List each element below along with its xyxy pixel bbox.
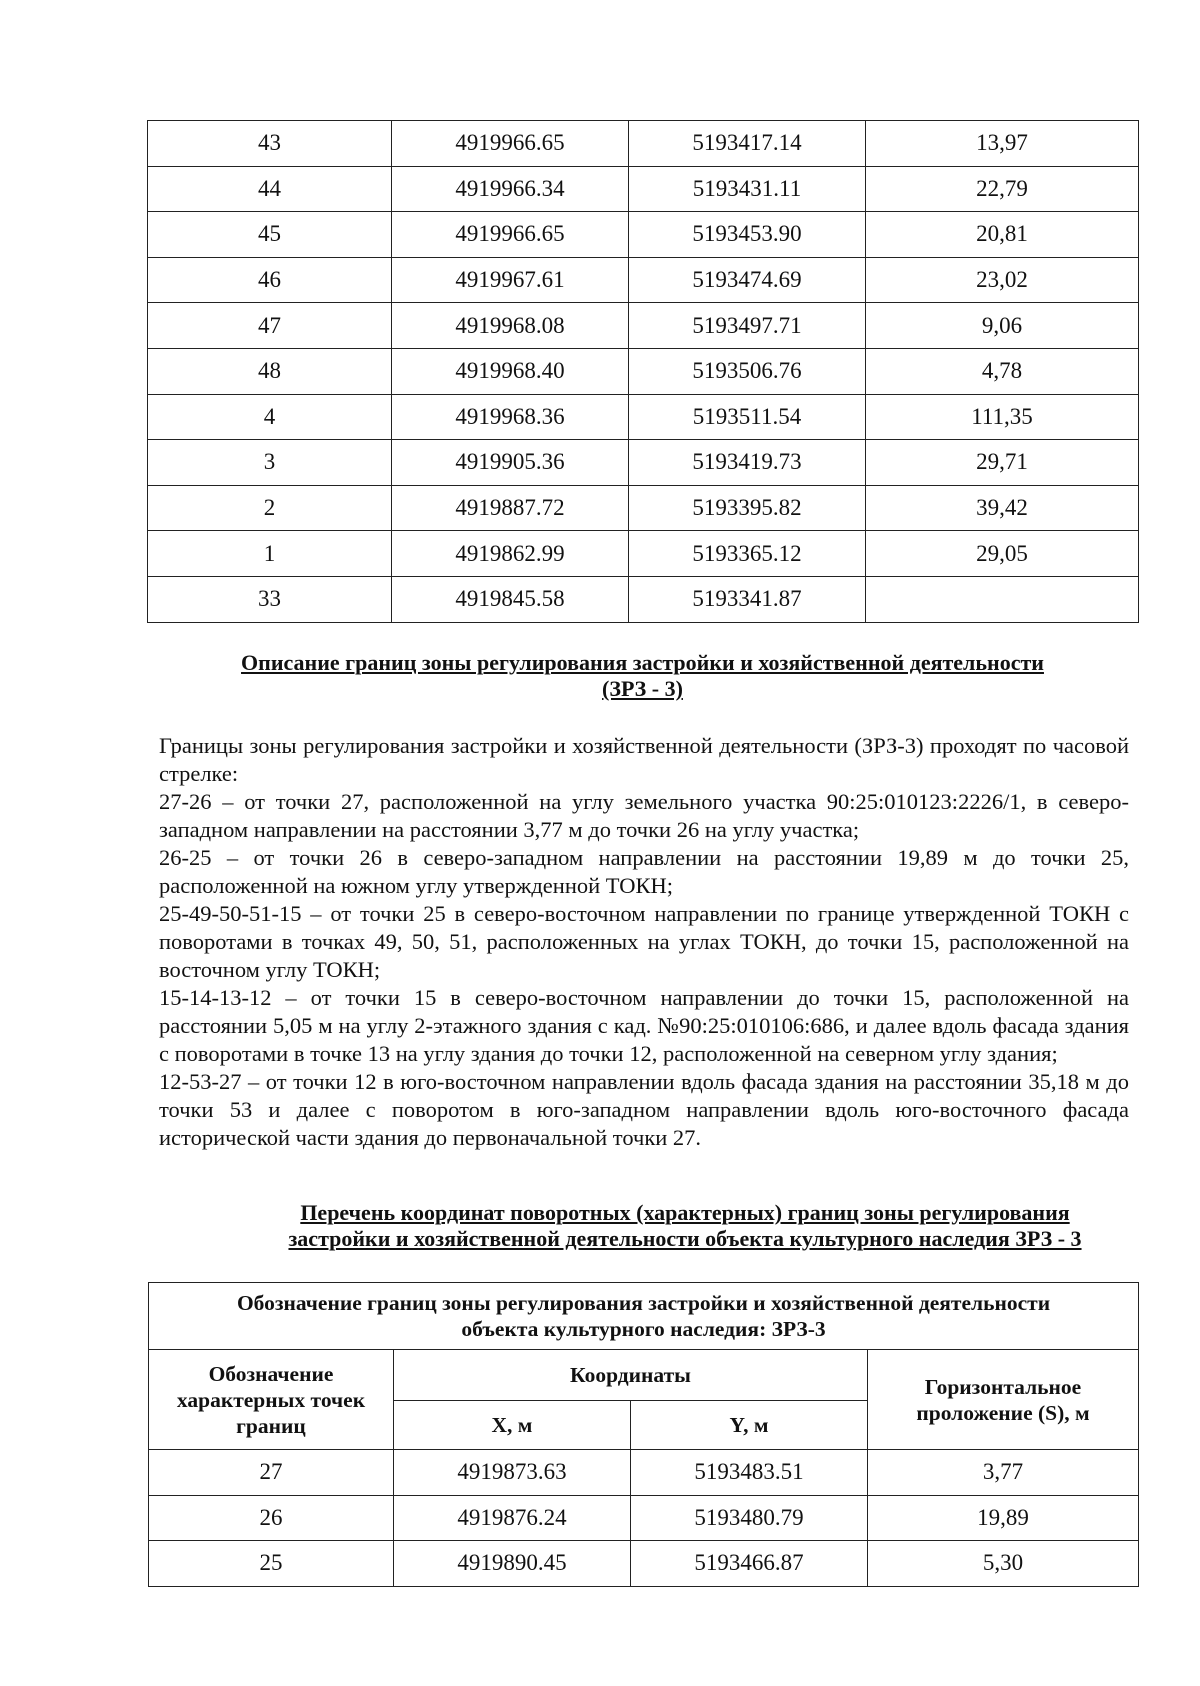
cell-distance: 111,35	[866, 394, 1139, 440]
cell-y: 5193506.76	[629, 348, 866, 394]
cell-point: 1	[148, 531, 392, 577]
heading-line: Описание границ зоны регулирования застройки и хозяйственной деятельности	[241, 650, 1044, 675]
cell-point: 3	[148, 440, 392, 486]
cell-y: 5193395.82	[629, 485, 866, 531]
cell-point: 4	[148, 394, 392, 440]
cell-x: 4919905.36	[392, 440, 629, 486]
cell-point: 26	[149, 1495, 394, 1541]
cell-distance: 22,79	[866, 166, 1139, 212]
cell-point: 47	[148, 303, 392, 349]
cell-x: 4919968.08	[392, 303, 629, 349]
cell-distance: 9,06	[866, 303, 1139, 349]
description-paragraph: 25-49-50-51-15 – от точки 25 в северо-восточном направлении по границе утвержденной ТОКН с поворотами в точках 49, 50, 51, расположенных на углах ТОКН, до точки 15, расположенной на восточном углу ТОКН;	[159, 901, 1129, 982]
cell-y: 5193453.90	[629, 212, 866, 258]
cell-distance: 5,30	[868, 1541, 1139, 1587]
cell-y: 5193466.87	[631, 1541, 868, 1587]
table-row	[149, 1495, 1139, 1541]
cell-distance	[866, 576, 1139, 622]
cell-y: 5193417.14	[629, 121, 866, 167]
table-row	[148, 440, 1139, 486]
cell-x: 4919968.40	[392, 348, 629, 394]
cell-point: 46	[148, 257, 392, 303]
cell-y: 5193419.73	[629, 440, 866, 486]
table-row	[148, 166, 1139, 212]
cell-x: 4919966.65	[392, 121, 629, 167]
cell-distance: 29,71	[866, 440, 1139, 486]
boundary-description	[159, 732, 1129, 1152]
cell-point: 27	[149, 1450, 394, 1496]
description-paragraph: 15-14-13-12 – от точки 15 в северо-восточном направлении до точки 15, расположенной на расстоянии 5,05 м на углу 2-этажного здания с кад. №90:25:010106:686, и далее вдоль фасада здания с поворотами в точке 13 на углу здания до точки 12, расположенной на северном углу здания;	[159, 985, 1129, 1066]
cell-point: 25	[149, 1541, 394, 1587]
description-paragraph: 12-53-27 – от точки 12 в юго-восточном направлении вдоль фасада здания на расстоянии 35,18 м до точки 53 и далее с поворотом в юго-западном направлении вдоль юго-восточного фасада исторической части здания до первоначальной точки 27.	[159, 1069, 1129, 1150]
cell-x: 4919873.63	[394, 1450, 631, 1496]
table-row	[148, 348, 1139, 394]
section-heading-description	[150, 650, 1135, 702]
description-paragraph: 27-26 – от точки 27, расположенной на углу земельного участка 90:25:010123:2226/1, в северо-западном направлении на расстоянии 3,77 м до точки 26 на углу участка;	[159, 789, 1129, 842]
cell-y: 5193483.51	[631, 1450, 868, 1496]
cell-x: 4919845.58	[392, 576, 629, 622]
cell-y: 5193497.71	[629, 303, 866, 349]
cell-y: 5193480.79	[631, 1495, 868, 1541]
description-paragraph: 26-25 – от точки 26 в северо-западном направлении на расстоянии 19,89 м до точки 25, расположенной на южном углу утвержденной ТОКН;	[159, 845, 1129, 898]
table-row	[149, 1541, 1139, 1587]
caption-line: объекта культурного наследия: ЗРЗ-3	[461, 1317, 826, 1341]
cell-x: 4919966.34	[392, 166, 629, 212]
table-row	[149, 1450, 1139, 1496]
cell-x: 4919966.65	[392, 212, 629, 258]
cell-point: 33	[148, 576, 392, 622]
cell-x: 4919968.36	[392, 394, 629, 440]
header-coordinates: Координаты	[394, 1350, 868, 1401]
cell-x: 4919967.61	[392, 257, 629, 303]
cell-y: 5193474.69	[629, 257, 866, 303]
cell-distance: 29,05	[866, 531, 1139, 577]
table-row	[148, 485, 1139, 531]
table-row	[148, 212, 1139, 258]
cell-point: 2	[148, 485, 392, 531]
heading-line: застройки и хозяйственной деятельности объекта культурного наследия ЗРЗ - 3	[288, 1226, 1082, 1251]
cell-distance: 19,89	[868, 1495, 1139, 1541]
cell-point: 43	[148, 121, 392, 167]
cell-y: 5193511.54	[629, 394, 866, 440]
cell-distance: 3,77	[868, 1450, 1139, 1496]
cell-x: 4919890.45	[394, 1541, 631, 1587]
table-row	[148, 531, 1139, 577]
table-row	[148, 576, 1139, 622]
table-row	[148, 394, 1139, 440]
cell-x: 4919876.24	[394, 1495, 631, 1541]
table-caption	[149, 1283, 1139, 1350]
header-horizontal-distance: Горизонтальное проложение (S), м	[868, 1350, 1139, 1450]
cell-point: 44	[148, 166, 392, 212]
cell-y: 5193341.87	[629, 576, 866, 622]
cell-distance: 20,81	[866, 212, 1139, 258]
cell-y: 5193431.11	[629, 166, 866, 212]
cell-distance: 4,78	[866, 348, 1139, 394]
section-heading-coordinates	[230, 1200, 1140, 1252]
coordinates-table-continued	[147, 120, 1139, 623]
coordinates-table-zrz3	[148, 1282, 1139, 1587]
caption-line: Обозначение границ зоны регулирования застройки и хозяйственной деятельности	[236, 1291, 1051, 1315]
header-points: Обозначение характерных точек границ	[149, 1350, 394, 1450]
header-y: Y, м	[631, 1401, 868, 1450]
table-row	[148, 303, 1139, 349]
table-row	[148, 121, 1139, 167]
header-x: Х, м	[394, 1401, 631, 1450]
cell-point: 45	[148, 212, 392, 258]
heading-line: Перечень координат поворотных (характерных) границ зоны регулирования	[300, 1200, 1070, 1225]
cell-distance: 13,97	[866, 121, 1139, 167]
description-paragraph: Границы зоны регулирования застройки и хозяйственной деятельности (ЗРЗ-3) проходят по часовой стрелке:	[159, 733, 1129, 786]
cell-distance: 23,02	[866, 257, 1139, 303]
table-row	[148, 257, 1139, 303]
cell-x: 4919887.72	[392, 485, 629, 531]
cell-distance: 39,42	[866, 485, 1139, 531]
cell-y: 5193365.12	[629, 531, 866, 577]
cell-x: 4919862.99	[392, 531, 629, 577]
cell-point: 48	[148, 348, 392, 394]
heading-line: (ЗРЗ - 3)	[602, 676, 683, 701]
